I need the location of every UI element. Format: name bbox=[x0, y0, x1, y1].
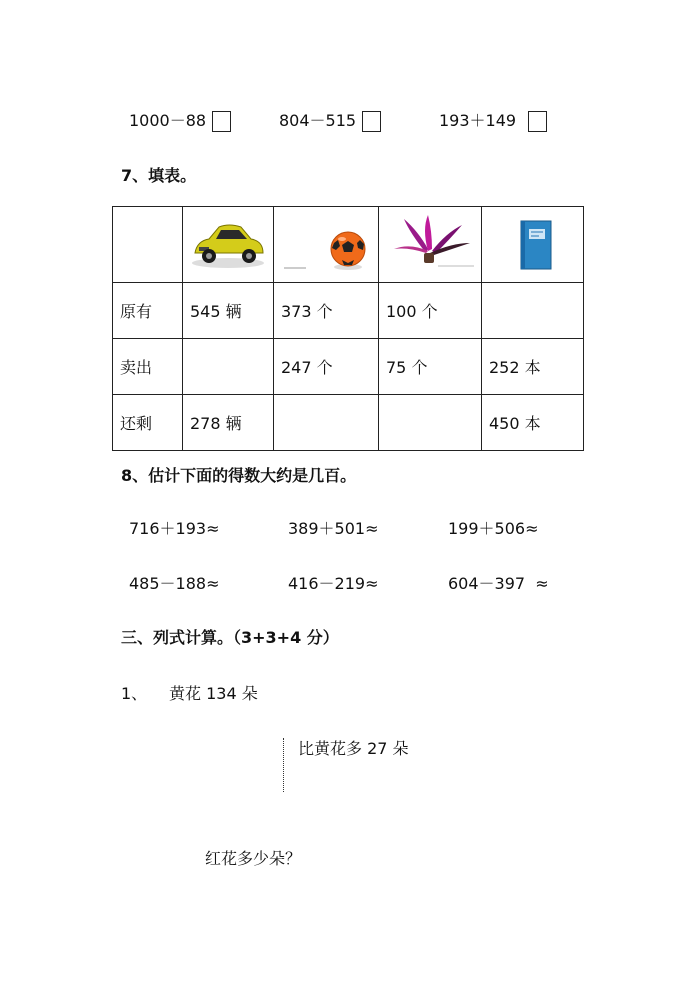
table-corner-cell bbox=[113, 207, 183, 283]
section8-title: 8、估计下面的得数大约是几百。 bbox=[121, 466, 357, 485]
estimate-expr: 716＋193≈ bbox=[129, 519, 220, 538]
row-label: 原有 bbox=[113, 283, 183, 339]
estimate-expr: 604－397 ≈ bbox=[448, 574, 549, 593]
estimate-expr: 416－219≈ bbox=[288, 574, 379, 593]
compare-expr-1: 1000－88 bbox=[129, 108, 231, 132]
table-image-cell bbox=[379, 207, 482, 283]
given-yellow-flowers: 黄花 134 朵 bbox=[169, 684, 258, 703]
estimate-expr: 199＋506≈ bbox=[448, 519, 539, 538]
table-cell[interactable]: 373 个 bbox=[274, 283, 379, 339]
section7-title: 7、填表。 bbox=[121, 166, 197, 185]
question-number: 1、 bbox=[121, 684, 148, 703]
table-cell[interactable] bbox=[379, 395, 482, 451]
book-icon bbox=[483, 213, 583, 273]
table-cell[interactable] bbox=[183, 339, 274, 395]
table-cell[interactable]: 545 辆 bbox=[183, 283, 274, 339]
section3-title: 三、列式计算。（3+3+4 分） bbox=[121, 628, 339, 647]
toy-car-icon bbox=[183, 213, 273, 273]
answer-box[interactable] bbox=[362, 111, 381, 132]
table-cell[interactable]: 100 个 bbox=[379, 283, 482, 339]
table-cell[interactable]: 247 个 bbox=[274, 339, 379, 395]
compare-expr-2: 804－515 bbox=[279, 108, 381, 132]
question-text: 红花多少朵？ bbox=[205, 849, 302, 868]
row-label: 还剩 bbox=[113, 395, 183, 451]
table-row bbox=[113, 339, 584, 395]
table-cell[interactable]: 450 本 bbox=[482, 395, 584, 451]
table-image-cell bbox=[482, 207, 584, 283]
more-than-label: 比黄花多 27 朵 bbox=[298, 739, 409, 758]
table-cell[interactable] bbox=[482, 283, 584, 339]
feather-shuttlecock-icon bbox=[380, 213, 480, 273]
estimate-expr: 389＋501≈ bbox=[288, 519, 379, 538]
answer-box[interactable] bbox=[528, 111, 547, 132]
compare-expr-3: 193＋149 bbox=[439, 108, 547, 132]
fill-table bbox=[112, 206, 584, 451]
bracket-dotted-line bbox=[283, 738, 284, 792]
table-image-cell bbox=[274, 207, 379, 283]
estimate-expr: 485－188≈ bbox=[129, 574, 220, 593]
table-row bbox=[113, 283, 584, 339]
answer-box[interactable] bbox=[212, 111, 231, 132]
table-cell[interactable]: 252 本 bbox=[482, 339, 584, 395]
table-header-row bbox=[113, 207, 584, 283]
row-label: 卖出 bbox=[113, 339, 183, 395]
table-cell[interactable]: 75 个 bbox=[379, 339, 482, 395]
table-image-cell bbox=[183, 207, 274, 283]
table-cell[interactable] bbox=[274, 395, 379, 451]
table-row bbox=[113, 395, 584, 451]
soccer-ball-icon bbox=[276, 213, 376, 273]
table-cell[interactable]: 278 辆 bbox=[183, 395, 274, 451]
